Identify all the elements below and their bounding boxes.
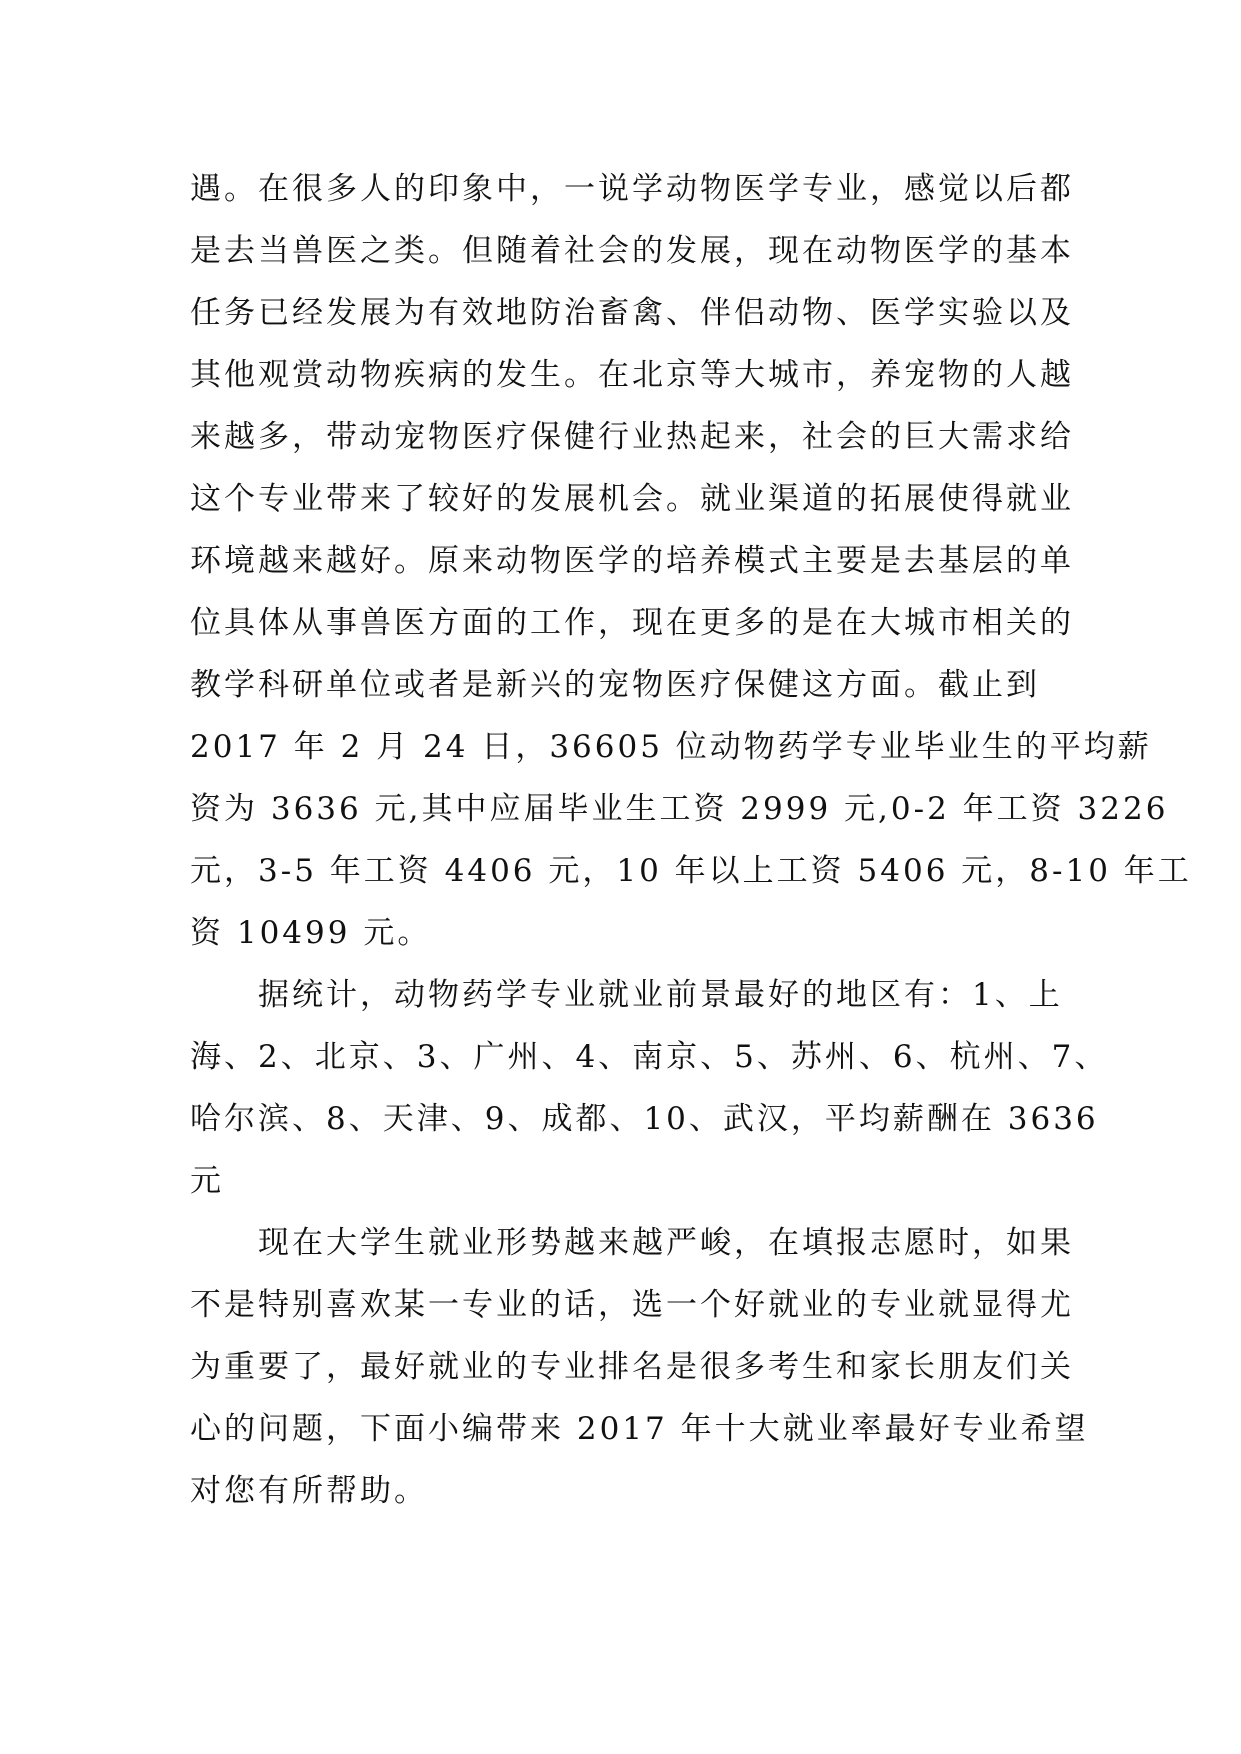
text-line: 遇。在很多人的印象中，一说学动物医学专业，感觉以后都 [190, 171, 1074, 207]
text-line: 为重要了，最好就业的专业排名是很多考生和家长朋友们关 [190, 1349, 1074, 1385]
text-line: 任务已经发展为有效地防治畜禽、伴侣动物、医学实验以及 [190, 295, 1074, 331]
text-line: 据统计，动物药学专业就业前景最好的地区有：1、上 [190, 977, 1063, 1013]
body-text [190, 158, 1192, 1522]
paragraph-2 [190, 964, 1109, 1212]
text-line: 资 10499 元。 [190, 915, 432, 951]
text-line: 来越多，带动宠物医疗保健行业热起来，社会的巨大需求给 [190, 419, 1074, 455]
text-line: 这个专业带来了较好的发展机会。就业渠道的拓展使得就业 [190, 481, 1074, 517]
text-line: 哈尔滨、8、天津、9、成都、10、武汉，平均薪酬在 3636 [190, 1101, 1099, 1137]
text-line: 其他观赏动物疾病的发生。在北京等大城市，养宠物的人越 [190, 357, 1074, 393]
text-line: 位具体从事兽医方面的工作，现在更多的是在大城市相关的 [190, 605, 1074, 641]
text-line: 元 [190, 1163, 224, 1199]
text-line: 资为 3636 元,其中应届毕业生工资 2999 元,0-2 年工资 3226 [190, 791, 1169, 827]
text-line: 不是特别喜欢某一专业的话，选一个好就业的专业就显得尤 [190, 1287, 1074, 1323]
text-line: 是去当兽医之类。但随着社会的发展，现在动物医学的基本 [190, 233, 1074, 269]
text-line: 心的问题，下面小编带来 2017 年十大就业率最好专业希望 [190, 1411, 1089, 1447]
text-line: 对您有所帮助。 [190, 1473, 428, 1509]
paragraph-3 [190, 1212, 1090, 1522]
text-line: 教学科研单位或者是新兴的宠物医疗保健这方面。截止到 [190, 667, 1040, 703]
text-line: 元，3-5 年工资 4406 元，10 年以上工资 5406 元，8-10 年工 [190, 853, 1192, 889]
text-line: 环境越来越好。原来动物医学的培养模式主要是去基层的单 [190, 543, 1074, 579]
paragraph-1 [190, 158, 1192, 964]
text-line: 海、2、北京、3、广州、4、南京、5、苏州、6、杭州、7、 [190, 1039, 1109, 1075]
text-line: 现在大学生就业形势越来越严峻，在填报志愿时，如果 [190, 1225, 1074, 1261]
text-line: 2017 年 2 月 24 日，36605 位动物药学专业毕业生的平均薪 [190, 729, 1152, 765]
